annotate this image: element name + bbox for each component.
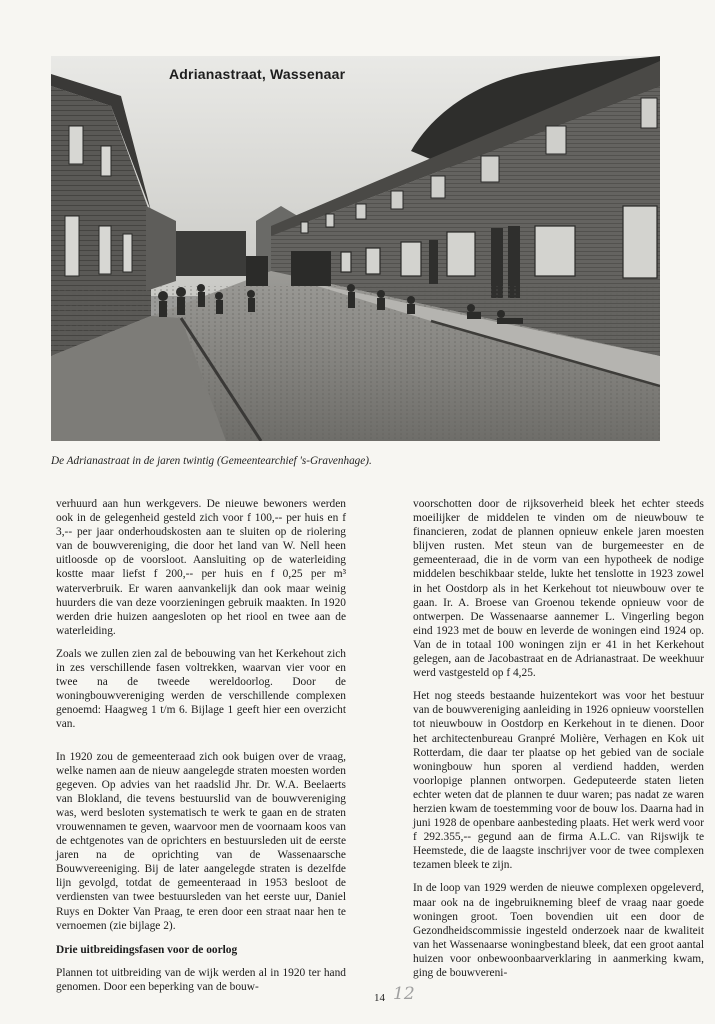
street-photograph xyxy=(51,56,660,441)
handwritten-page-mark: 12 xyxy=(393,984,415,1004)
street-scene-illustration xyxy=(51,56,660,441)
paragraph: Zoals we zullen zien zal de bebouwing van het Kerkehout zich in zes verschillende fasen voltrekken, waarvan vier voor en twee na de tweede wereldoorlog. Door de woningbouwvereniging werden de verschillende complexen genoemd: Haagweg 1 t/m 6. Bijlage 1 geeft hier een overzicht van. xyxy=(56,647,346,731)
paragraph: verhuurd aan hun werkgevers. De nieuwe bewoners werden ook in de gelegenheid gesteld zich voor f 100,-- per huis en f 3,-- per jaar onderhoudskosten aan te sluiten op de riolering van de bouwvereniging, die door het land van W. Nell heen uitloosde op de voorsloot. Aansluiting op de waterleiding kostte maar liefst f 200,-- per huis en f 0,25 per m³ waterverbruik. Er waren aanvankelijk dan ook maar weinig huurders die van deze voorzieningen gebruik maakten. In 1920 werden drie huizen aangesloten op het riool en twee aan de waterleiding. xyxy=(56,498,346,637)
paragraph: Het nog steeds bestaande huizentekort was voor het bestuur van de bouwvereniging aanleiding in 1926 opnieuw voorstellen tot nieuwbouw in Oostdorp en Kerkehout in te dienen. Door het architectenbureau Granpré Molière, Verhagen en Kok uit Rotterdam, die daar ter plaatse op het gebied van de sociale woningbouw hun sporen al verdiend hadden, werden voorlopige plannen ontworpen. Gedeputeerde staten lieten echter weten dat de plannen te duur waren; pas nadat ze waren herzien kwam de toestemming voor de bouw los. Daarna had in juni 1928 de openbare aanbesteding plaats. Het werk werd voor f 292.355,-- gegund aan de firma A.L.C. van Rijswijk te Heemstede, die de laagste inschrijver voor de twee complexen tezamen bleek te zijn. xyxy=(413,690,704,872)
paragraph: Plannen tot uitbreiding van de wijk werden al in 1920 ter hand genomen. Door een beperking van de bouw- xyxy=(56,966,346,993)
text-column-right xyxy=(413,497,704,989)
photo-caption: De Adrianastraat in de jaren twintig (Gemeentearchief 's-Gravenhage). xyxy=(51,455,372,467)
paragraph: voorschotten door de rijksoverheid bleek het echter steeds moeilijker de middelen te vinden om de nieuwbouw te financieren, zodat de plannen opnieuw enkele jaren moesten blijven rusten. Met steun van de burgemeester en de gemeenteraad, die in de vorm van een hypotheek de nodige middelen beschikbaar stelde, lukte het tenslotte in 1923 zowel in het Oostdorp als in het Kerkehout tot nieuwbouw over te gaan. Ir. A. Broese van Groenou tekende opnieuw voor de ontwerpen. De Wassenaarse aannemer L. Vingerling begon eind 1923 met de bouw en leverde de woningen eind 1924 op. Van de in totaal 100 woningen zijn er 41 in het Kerkehout gelegen, aan de Jacobastraat en de Adrianastraat. De weekhuur werd vastgesteld op f 4,25. xyxy=(413,498,704,680)
photo-title: Adrianastraat, Wassenaar xyxy=(169,66,346,82)
paragraph: In de loop van 1929 werden de nieuwe complexen opgeleverd, maar ook na de ingebruikneming bleef de vraag naar goede woningen groot. Toen bovendien uit een door de Gezondheidscommissie ingesteld onderzoek naar de kwaliteit van het Wassenaarse woningbestand bleek, dat een groot aantal huizen voor onbewoonbaarverklaring in aanmerking kwam, ging de bouwvereni- xyxy=(413,882,704,979)
page-number: 14 xyxy=(374,992,385,1004)
paragraph: In 1920 zou de gemeenteraad zich ook buigen over de vraag, welke namen aan de nieuw aangelegde straten moesten worden gegeven. Op advies van het raadslid Jhr. Dr. W.A. Beelaerts van Blokland, die tevens bestuurslid van de bouwvereniging was, werd besloten systematisch te werk te gaan en de straten vrouwennamen te geven, waarvoor men de voornaam koos van de echtgenotes van de oprichters en bestuursleden uit de eerste jaren na de oprichting van de Wassenaarsche Bouwvereeniging. Bij de later aangelegde straten is dezelfde lijn gevolgd, totdat de gemeenteraad in 1953 besloot de verdiensten van twee bestuursleden van het eerste uur, Daniel Ruys en Dokter Van Praag, te eren door een straat naar hen te vernoemen (zie bijlage 2). xyxy=(56,750,346,932)
text-column-left xyxy=(56,497,346,1003)
section-heading: Drie uitbreidingsfasen voor de oorlog xyxy=(56,943,238,956)
